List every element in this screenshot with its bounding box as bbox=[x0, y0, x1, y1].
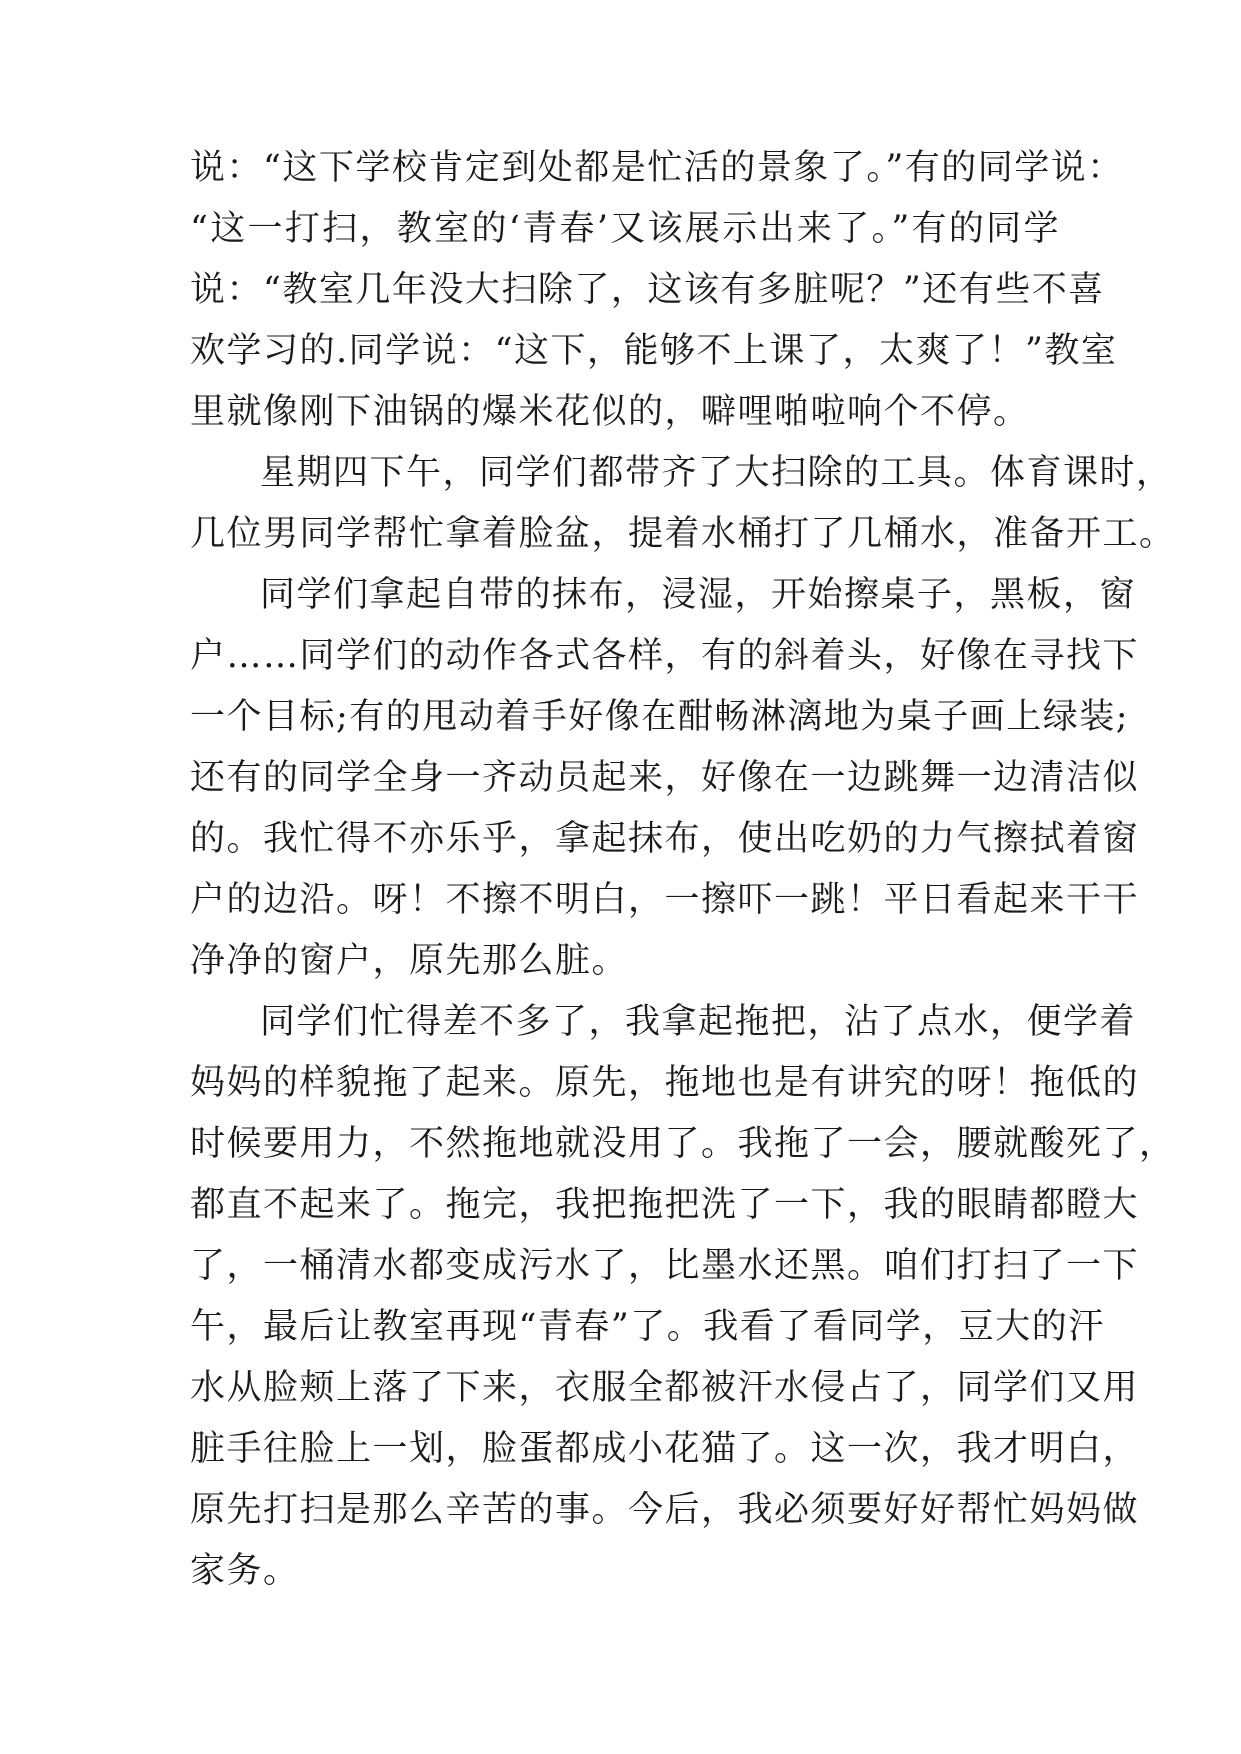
text-line: 原先打扫是那么辛苦的事。今后，我必须要好好帮忙妈妈做 bbox=[190, 1490, 1140, 1530]
text-line: 说：“这下学校肯定到处都是忙活的景象了。”有的同学说： bbox=[190, 148, 1124, 188]
text-line: 还有的同学全身一齐动员起来，好像在一边跳舞一边清洁似 bbox=[190, 758, 1140, 798]
text-line: 同学们忙得差不多了，我拿起拖把，沾了点水，便学着 bbox=[260, 1002, 1137, 1042]
text-line: 时候要用力，不然拖地就没用了。我拖了一会，腰就酸死了， bbox=[190, 1124, 1176, 1164]
text-line: 水从脸颊上落了下来，衣服全都被汗水侵占了，同学们又用 bbox=[190, 1368, 1140, 1408]
text-line: 欢学习的.同学说：“这下，能够不上课了，太爽了！”教室 bbox=[190, 331, 1118, 371]
text-line: 说：“教室几年没大扫除了，这该有多脏呢？”还有些不喜 bbox=[190, 270, 1105, 310]
text-line: 妈妈的样貌拖了起来。原先，拖地也是有讲究的呀！拖低的 bbox=[190, 1063, 1140, 1103]
text-line: 都直不起来了。拖完，我把拖把洗了一下，我的眼睛都瞪大 bbox=[190, 1185, 1140, 1225]
essay-body bbox=[190, 138, 1176, 1602]
text-line: “这一打扫，教室的‘青春’又该展示出来了。”有的同学 bbox=[190, 209, 1060, 249]
text-line: 同学们拿起自带的抹布，浸湿，开始擦桌子，黑板，窗 bbox=[260, 575, 1137, 615]
text-line: 几位男同学帮忙拿着脸盆，提着水桶打了几桶水，准备开工。 bbox=[190, 514, 1176, 554]
text-line: 脏手往脸上一划，脸蛋都成小花猫了。这一次，我才明白， bbox=[190, 1429, 1140, 1469]
text-line: 午，最后让教室再现“青春”了。我看了看同学，豆大的汗 bbox=[190, 1307, 1105, 1347]
text-line: 户的边沿。呀！不擦不明白，一擦吓一跳！平日看起来干干 bbox=[190, 880, 1140, 920]
text-line: 一个目标;有的甩动着手好像在酣畅淋漓地为桌子画上绿装; bbox=[190, 697, 1130, 737]
text-line: 了，一桶清水都变成污水了，比墨水还黑。咱们打扫了一下 bbox=[190, 1246, 1140, 1286]
text-line: 户……同学们的动作各式各样，有的斜着头，好像在寻找下 bbox=[190, 636, 1140, 676]
text-line: 净净的窗户，原先那么脏。 bbox=[190, 941, 629, 981]
text-line: 的。我忙得不亦乐乎，拿起抹布，使出吃奶的力气擦拭着窗 bbox=[190, 819, 1140, 859]
text-line: 家务。 bbox=[190, 1551, 300, 1591]
text-line: 星期四下午，同学们都带齐了大扫除的工具。体育课时， bbox=[260, 453, 1173, 493]
text-line: 里就像刚下油锅的爆米花似的，噼哩啪啦响个不停。 bbox=[190, 392, 1030, 432]
